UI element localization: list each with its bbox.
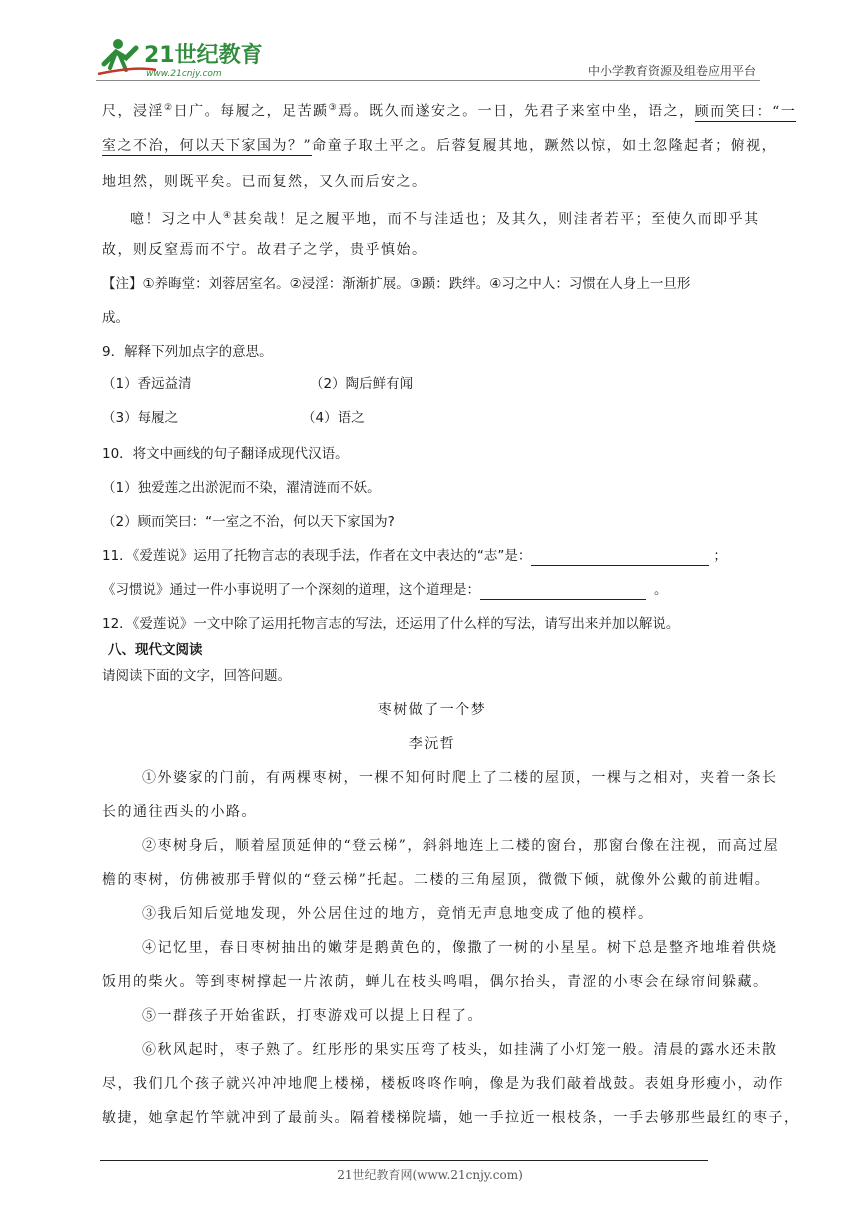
article-title: 枣树做了一个梦 — [377, 702, 487, 718]
paragraph-line: ④记忆里，春日枣树抽出的嫩芽是鹅黄色的，像撒了一树的小星星。树下总是整齐地堆着供烧 — [142, 940, 778, 956]
note-marker: ③ — [328, 103, 339, 113]
paragraph-line: 敏捷，她拿起竹竿就冲到了最前头。隔着楼梯院墙，她一手拉近一根枝条，一手去够那些最红的枣子， — [102, 1110, 800, 1126]
paragraph-line: 饭用的柴火。等到枣树撑起一片浓荫，蝉儿在枝头鸣唱，偶尔抬头，青涩的小枣会在绿帘间躲藏。 — [102, 974, 769, 990]
paragraph-line: 尽，我们几个孩子就兴冲冲地爬上楼梯，楼板咚咚作响，像是为我们敲着战鼓。表姐身形瘦小，动作 — [102, 1076, 784, 1092]
underlined-sentence: 室之不治，何以天下家国为？” — [102, 138, 313, 154]
paragraph-line: ③我后知后觉地发现，外公居住过的地方，竟悄无声息地变成了他的模样。 — [142, 906, 654, 922]
footer-source: 21世纪教育网(www.21cnjy.com) — [337, 1168, 523, 1182]
question-10: 10．将文中画线的句子翻译成现代汉语。 — [102, 446, 349, 462]
question-10-2: （2）顾而笑曰：“一室之不治，何以天下家国为? — [102, 514, 395, 530]
text-span: 命童子取土平之。后蓉复履其地，蹶然以惊，如土忽隆起者；俯视， — [312, 138, 778, 154]
question-10-1: （1）独爱莲之出淤泥而不染，濯清涟而不妖。 — [102, 480, 381, 496]
question-9-1: （1）香远益清 — [102, 376, 192, 392]
header-divider — [96, 80, 760, 81]
paragraph-line: ②枣树身后，顺着屋顶延伸的“登云梯”，斜斜地连上二楼的窗台，那窗台像在注视，而高过屋 — [142, 838, 780, 854]
question-11 — [102, 546, 727, 566]
footnote-line: 【注】①养晦堂：刘蓉居室名。②浸淫：渐渐扩展。③踬：跌绊。④习之中人：习惯在人身上一旦形 — [102, 276, 691, 292]
platform-title: 中小学教育资源及组卷应用平台 — [587, 64, 756, 78]
paragraph-line: ⑤一群孩子开始雀跃，打枣游戏可以提上日程了。 — [142, 1008, 483, 1024]
text-span: 噫！习之中人 — [130, 211, 223, 228]
question-12: 12．《爱莲说》一文中除了运用托物言志的写法，还运用了什么样的写法，请写出来并加以解说。 — [102, 616, 680, 632]
paragraph-line: ①外婆家的门前，有两棵枣树，一棵不知何时爬上了二楼的屋顶，一棵与之相对，夹着一条长 — [142, 770, 778, 786]
punctuation: ； — [713, 548, 727, 564]
question-text: 《习惯说》通过一件小事说明了一个深刻的道理，这个道理是： — [102, 582, 480, 598]
passage-line — [130, 206, 760, 230]
underlined-sentence: 顾而笑曰：“一 — [694, 103, 797, 120]
question-9-3: （3）每履之 — [102, 410, 179, 426]
answer-blank[interactable] — [531, 551, 709, 566]
question-text: 11．《爱莲说》运用了托物言志的表现手法，作者在文中表达的“志”是： — [102, 548, 532, 564]
note-marker: ② — [164, 103, 174, 113]
passage-line — [102, 98, 796, 122]
footnote-line: 成。 — [102, 310, 129, 326]
passage-line: 地坦然，则既平矣。已而复然，又久而后安之。 — [102, 174, 428, 190]
text-span: 甚矣哉！足之履平地，而不与洼适也；及其久，则洼者若平；至使久而即乎其 — [232, 211, 760, 228]
article-author: 李沅哲 — [408, 736, 456, 752]
note-marker: ④ — [223, 211, 233, 221]
logo-url: www.21cnjy.com — [146, 69, 222, 79]
text-span: 日广。每履之，足苦踬 — [173, 103, 329, 120]
runner-icon — [96, 34, 266, 82]
punctuation: 。 — [654, 582, 668, 598]
paragraph-line: 檐的枣树，仿佛被那手臂似的“登云梯”托起。二楼的三角屋顶，微微下倾，就像外公戴的前进帽。 — [102, 872, 771, 888]
question-9-4: （4）语之 — [302, 410, 365, 426]
passage-line — [102, 136, 777, 156]
text-span: 焉。既久而遂安之。一日，先君子来室中坐，语之， — [338, 103, 695, 120]
paragraph-line: 长的通往西头的小路。 — [102, 804, 257, 820]
question-9: 9．解释下列加点字的意思。 — [102, 344, 273, 360]
answer-blank[interactable] — [480, 585, 646, 600]
text-span: 尺，浸淫 — [102, 103, 164, 120]
instruction: 请阅读下面的文字，回答问题。 — [102, 668, 291, 684]
logo-text: 21世纪教育 — [144, 43, 263, 68]
question-9-2: （2）陶后鲜有闻 — [310, 376, 414, 392]
footer-divider — [100, 1160, 708, 1161]
site-logo — [96, 34, 266, 82]
question-11-cont — [102, 580, 668, 600]
paragraph-line: ⑥秋风起时，枣子熟了。红彤彤的果实压弯了枝头，如挂满了小灯笼一般。清晨的露水还未散 — [142, 1042, 778, 1058]
section-heading: 八、现代文阅读 — [108, 642, 203, 658]
passage-line: 故，则反窒焉而不宁。故君子之学，贵乎慎始。 — [102, 242, 428, 258]
